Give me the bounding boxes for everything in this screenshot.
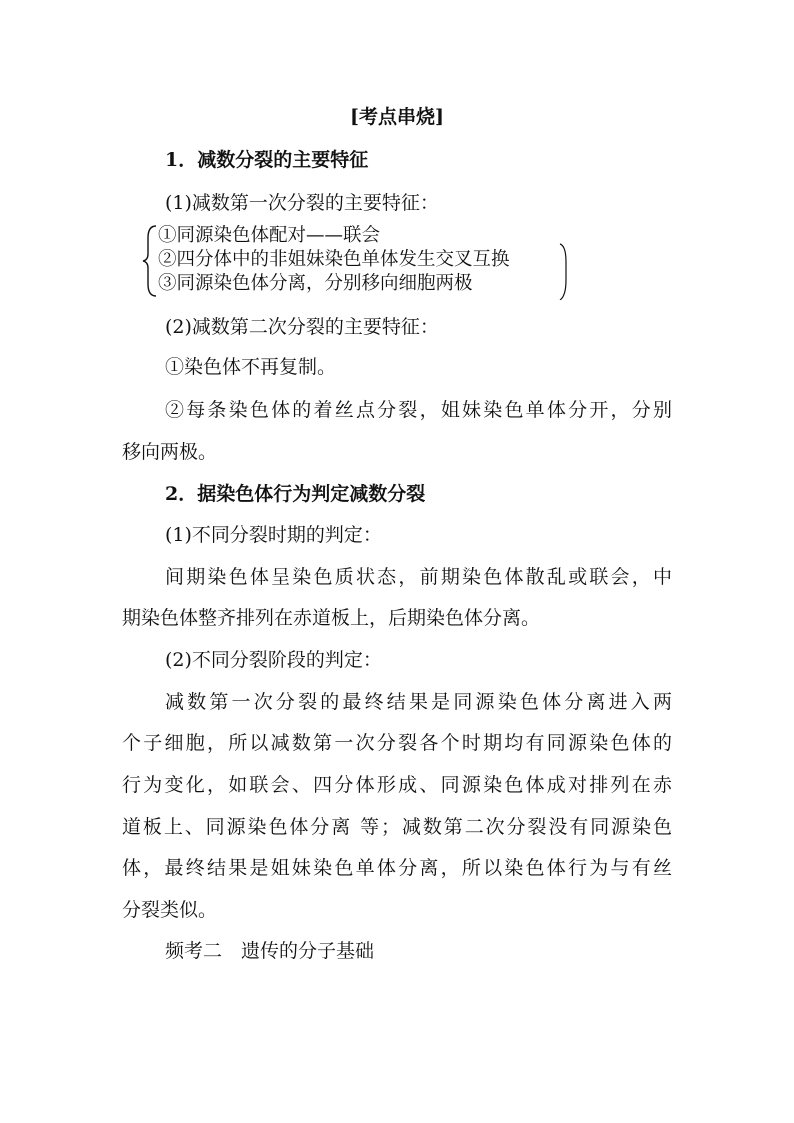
section-2-paragraph-line: 减数第一次分裂的最终结果是同源染色体分离进入两 (165, 691, 672, 713)
section-1-sub-2-item-2-line-2: 移向两极。 (122, 441, 218, 463)
page-title: [考点串烧] (350, 106, 444, 128)
next-section-heading: 频考二 遗传的分子基础 (165, 940, 375, 962)
section-2-sub-1-line-2: 期染色体整齐排列在赤道板上，后期染色体分离。 (122, 607, 541, 629)
section-1-sub-1: (1)减数第一次分裂的主要特征： (165, 192, 439, 214)
section-2-heading: 2．据染色体行为判定减数分裂 (165, 483, 426, 505)
section-1-heading: 1．减数分裂的主要特征 (165, 149, 369, 171)
section-2-paragraph-line: 体，最终结果是姐妹染色单体分离，所以染色体行为与有丝 (122, 857, 672, 879)
section-2-paragraph-line: 行为变化，如联会、四分体形成、同源染色体成对排列在赤 (122, 774, 672, 796)
brace-item-3: ③同源染色体分离，分别移向细胞两极 (158, 273, 473, 294)
feature-brace-group (142, 222, 572, 300)
section-2-sub-1: (1)不同分裂时期的判定： (165, 524, 382, 546)
section-2-sub-2: (2)不同分裂阶段的判定： (165, 649, 382, 671)
section-2-paragraph-line: 分裂类似。 (122, 899, 218, 921)
section-1-sub-2-item-2-line-1: ②每条染色体的着丝点分裂，姐妹染色单体分开，分别 (165, 399, 672, 421)
section-1-sub-2-item-1: ①染色体不再复制。 (165, 356, 337, 378)
section-2-paragraph-line: 道板上、同源染色体分离 等；减数第二次分裂没有同源染色 (122, 816, 672, 838)
section-1-sub-2: (2)减数第二次分裂的主要特征： (165, 316, 439, 338)
brace-item-2: ②四分体中的非姐妹染色单体发生交叉互换 (158, 249, 510, 270)
section-2-paragraph-line: 个子细胞，所以减数第一次分裂各个时期均有同源染色体的 (122, 732, 672, 754)
section-2-sub-1-line-1: 间期染色体呈染色质状态，前期染色体散乱或联会，中 (165, 566, 672, 588)
brace-item-1: ①同源染色体配对——联会 (158, 225, 381, 246)
